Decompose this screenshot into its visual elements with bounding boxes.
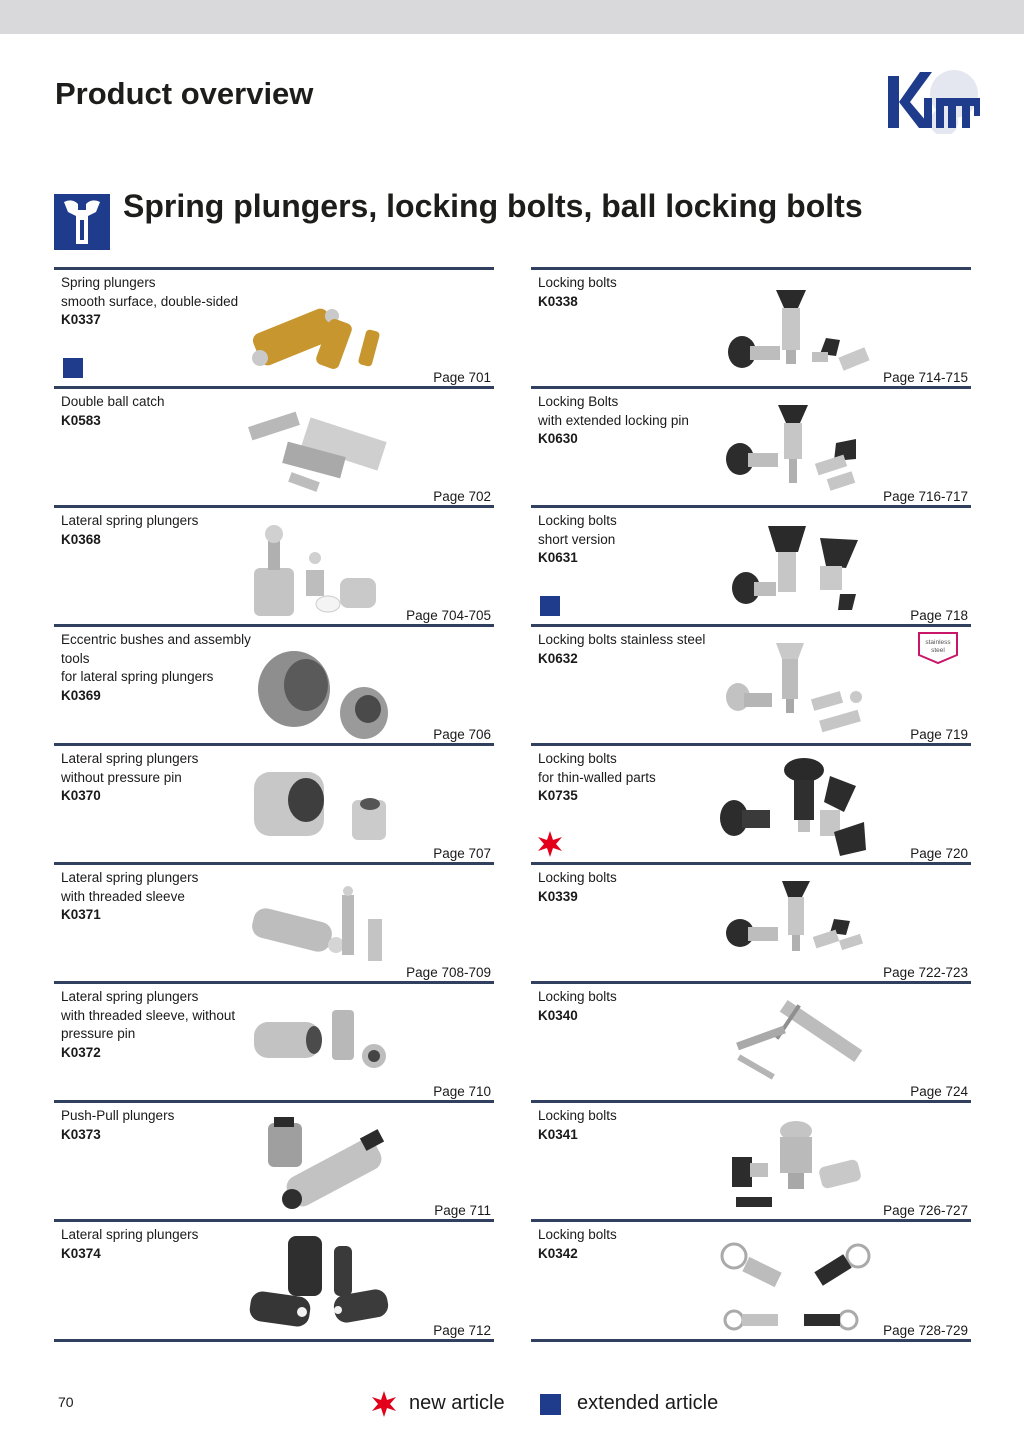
- locking-bolt-k0340-image: [716, 994, 876, 1098]
- product-card-k0632[interactable]: [531, 624, 971, 743]
- lateral-spring-plunger-black-image: [244, 1232, 394, 1336]
- page-reference[interactable]: Page 726-727: [883, 1203, 968, 1218]
- eccentric-bush-image: [244, 637, 394, 741]
- product-code: K0339: [538, 888, 578, 904]
- push-pull-plunger-image: [244, 1113, 394, 1217]
- product-description: Locking bolts: [538, 1227, 617, 1242]
- page-reference[interactable]: Page 719: [910, 727, 968, 742]
- stainless-steel-badge: [917, 631, 959, 665]
- page-reference[interactable]: Page 710: [433, 1084, 491, 1099]
- product-description: for lateral spring plungers: [61, 669, 214, 684]
- product-card-k0369[interactable]: [54, 624, 494, 743]
- product-code: K0632: [538, 650, 578, 666]
- page-reference[interactable]: Page 702: [433, 489, 491, 504]
- product-card-k0341[interactable]: [531, 1100, 971, 1219]
- page-reference[interactable]: Page 701: [433, 370, 491, 385]
- locking-bolt-k0342-image: [716, 1232, 876, 1336]
- extended-article-marker: [540, 596, 560, 616]
- product-description: Lateral spring plungers: [61, 989, 199, 1004]
- kipp-logo: [884, 64, 980, 134]
- product-card-k0373[interactable]: [54, 1100, 494, 1219]
- product-code: K0372: [61, 1044, 101, 1060]
- page-reference[interactable]: Page 714-715: [883, 370, 968, 385]
- product-code: K0374: [61, 1245, 101, 1261]
- section-title: Spring plungers, locking bolts, ball locking bolts: [123, 188, 863, 224]
- legend-new-article: new article: [409, 1392, 505, 1414]
- product-description: Locking bolts: [538, 1108, 617, 1123]
- new-article-star-icon: [536, 830, 564, 858]
- product-description: Double ball catch: [61, 394, 165, 409]
- product-card-k0337[interactable]: [54, 267, 494, 386]
- product-description: Locking bolts: [538, 513, 617, 528]
- product-description: smooth surface, double-sided: [61, 293, 239, 309]
- top-bar: [0, 0, 1024, 34]
- lateral-plunger-no-pin-image: [244, 756, 394, 860]
- product-code: K0631: [538, 550, 578, 565]
- product-description: Locking bolts: [538, 751, 617, 766]
- product-code: K0583: [61, 412, 101, 428]
- stainless-locking-bolt-image: [716, 637, 876, 741]
- page-reference[interactable]: Page 722-723: [883, 965, 968, 980]
- product-card-k0342[interactable]: [531, 1219, 971, 1342]
- product-description: for thin-walled parts: [538, 769, 656, 785]
- page-reference[interactable]: Page 707: [433, 846, 491, 861]
- page-reference[interactable]: Page 716-717: [883, 489, 968, 504]
- product-code: K0338: [538, 293, 578, 309]
- product-description: Locking Bolts: [538, 394, 619, 409]
- product-description: Eccentric bushes and assembly tools: [61, 632, 251, 666]
- product-description: Spring plungers: [61, 275, 156, 290]
- product-card-k0370[interactable]: [54, 743, 494, 862]
- lateral-spring-plunger-image: [244, 518, 394, 622]
- new-article-star-icon: [370, 1390, 398, 1418]
- locking-bolt-k0339-image: [716, 875, 876, 979]
- page-reference[interactable]: Page 712: [433, 1323, 491, 1338]
- product-description: Lateral spring plungers: [61, 870, 199, 885]
- product-card-k0374[interactable]: [54, 1219, 494, 1342]
- product-code: K0342: [538, 1245, 578, 1261]
- product-card-k0631[interactable]: [531, 505, 971, 624]
- product-description: pressure pin: [61, 1026, 136, 1041]
- product-description: with extended locking pin: [538, 412, 689, 428]
- page-reference[interactable]: Page 728-729: [883, 1323, 968, 1338]
- spring-plunger-image: [244, 280, 394, 384]
- page-number: 70: [58, 1394, 74, 1410]
- product-description: Lateral spring plungers: [61, 751, 199, 766]
- product-description: Lateral spring plungers: [61, 1227, 199, 1242]
- locking-bolt-image: [716, 280, 876, 384]
- product-card-k0630[interactable]: [531, 386, 971, 505]
- page-reference[interactable]: Page 718: [910, 608, 968, 623]
- product-code: K0630: [538, 431, 578, 446]
- product-card-k0371[interactable]: [54, 862, 494, 981]
- product-code: K0337: [61, 312, 101, 327]
- extended-article-marker: [63, 358, 83, 378]
- product-code: K0341: [538, 1126, 578, 1142]
- locking-bolt-k0341-image: [716, 1113, 876, 1217]
- threaded-sleeve-no-pin-image: [244, 994, 394, 1098]
- double-ball-catch-image: [244, 399, 394, 503]
- product-description: Locking bolts: [538, 870, 617, 885]
- page-reference[interactable]: Page 704-705: [406, 608, 491, 623]
- left-product-column: [54, 267, 494, 1342]
- product-description: with threaded sleeve: [61, 888, 185, 904]
- product-code: K0370: [61, 788, 101, 803]
- product-description: Locking bolts: [538, 275, 617, 290]
- page-title: Product overview: [55, 76, 314, 111]
- product-card-k0340[interactable]: [531, 981, 971, 1100]
- page-reference[interactable]: Page 720: [910, 846, 968, 861]
- product-description: Push-Pull plungers: [61, 1108, 175, 1123]
- page-reference[interactable]: Page 711: [434, 1203, 491, 1218]
- plunger-icon: [54, 194, 110, 250]
- product-code: K0369: [61, 687, 101, 703]
- legend-extended-article: extended article: [577, 1392, 719, 1414]
- stainless-label: stainless: [925, 639, 951, 646]
- product-card-k0368[interactable]: [54, 505, 494, 624]
- extended-article-square-icon: [540, 1394, 561, 1415]
- product-code: K0368: [61, 531, 101, 547]
- product-code: K0373: [61, 1126, 101, 1142]
- threaded-sleeve-plunger-image: [244, 875, 394, 979]
- product-card-k0338[interactable]: [531, 267, 971, 386]
- product-code: K0340: [538, 1007, 578, 1023]
- product-code: K0371: [61, 907, 101, 922]
- product-description: with threaded sleeve, without: [61, 1007, 236, 1023]
- steel-label: steel: [931, 647, 945, 654]
- short-locking-bolt-image: [716, 518, 876, 622]
- product-description: without pressure pin: [61, 769, 182, 785]
- extended-pin-locking-bolt-image: [716, 399, 876, 503]
- right-product-column: [531, 267, 971, 1342]
- page-reference[interactable]: Page 706: [433, 727, 491, 742]
- product-description: Locking bolts stainless steel: [538, 632, 706, 647]
- thin-wall-locking-bolt-image: [716, 756, 876, 860]
- product-card-k0735[interactable]: [531, 743, 971, 862]
- product-code: K0735: [538, 788, 578, 803]
- product-card-k0583[interactable]: [54, 386, 494, 505]
- page-reference[interactable]: Page 724: [910, 1084, 968, 1099]
- page-reference[interactable]: Page 708-709: [406, 965, 491, 980]
- product-description: short version: [538, 531, 616, 547]
- product-description: Lateral spring plungers: [61, 513, 199, 528]
- product-card-k0339[interactable]: [531, 862, 971, 981]
- product-description: Locking bolts: [538, 989, 617, 1004]
- product-card-k0372[interactable]: [54, 981, 494, 1100]
